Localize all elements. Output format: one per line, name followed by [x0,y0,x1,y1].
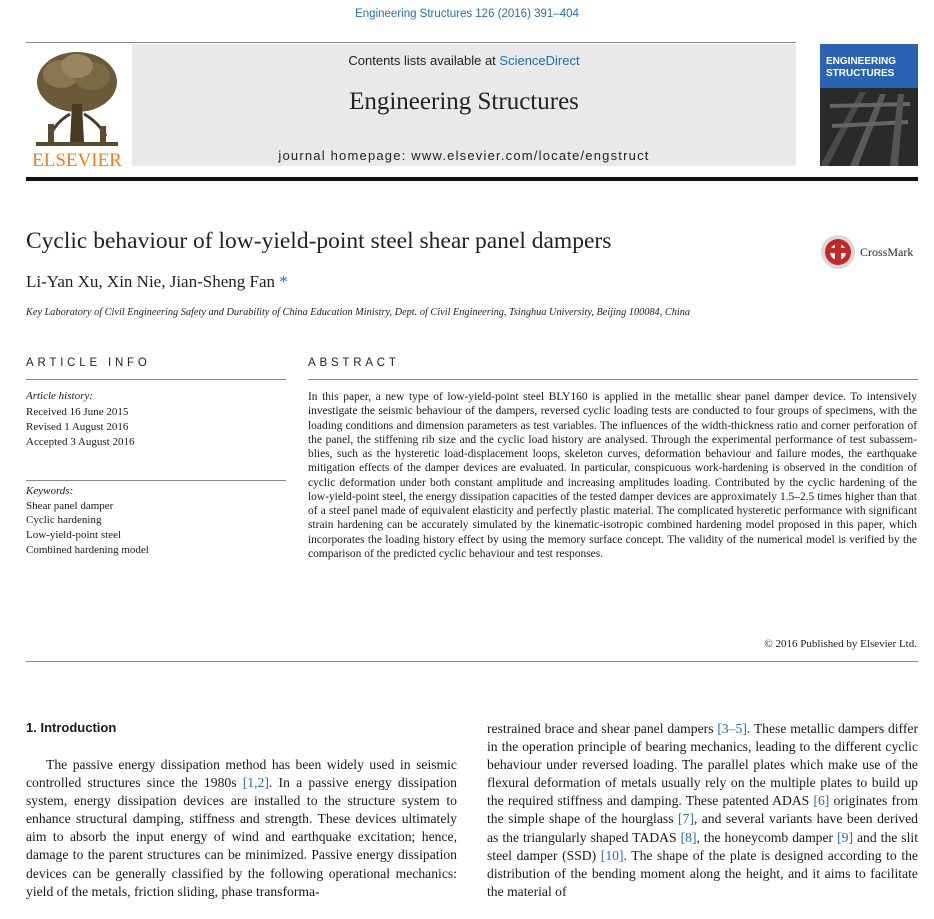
body-text: restrained brace and shear panel dampers [487,721,718,736]
citation-link[interactable]: [6] [813,793,830,809]
body-column-right [487,720,918,901]
body-text: . These metallic dampers differ in the operation principle of bearing mechanics, leading to the different cyclic behaviour under reversed loading. The parallel plates which make use of the flexural deformation of metals usually rely on the multiple plates to build up the required stiffness and damping. These patented ADAS [487,721,918,809]
crossmark-badge[interactable] [820,234,920,272]
accepted-date: Accepted 3 August 2016 [26,436,135,448]
paper-title: Cyclic behaviour of low-yield-point steel shear panel dampers [26,228,612,254]
journal-homepage[interactable]: journal homepage: www.elsevier.com/locate/engstruct [278,148,650,163]
body-text: , and several variants have been derived as the triangularly shaped TADAS [487,811,918,845]
keyword[interactable]: Shear panel damper [26,500,114,512]
abstract-body: In this paper, a new type of low-yield-point steel BLY160 is applied in the metallic shear panel damper device. To intensively investigate the seismic behaviour of the dampers, reversed cyclic loading tests are conducted to four groups of specimens, with the loading conditions and dimension parameters as test variables. The influences of the width-thickness ratio and corner perforation of the panel, the stiffening rib size and the cyclic load history are analysed. Through the experimental performance of test subassemblies, such as the hysteretic load-displacement loops, skeleton curves, deformation behaviour and failure modes, the earthquake mitigation effects of the damper devices are evaluated. In particular, conspicuous work-hardening is observed in the condition of cyclic deformation under both constant amplitude and increasing amplitudes loading. Contributed by the cyclic hardening of the low-yield-point steel, the energy dissipation capacities of the tested damper devices are approximately 1.5–2.5 times higher than that of a steel panel made of equivalent elasticity and perfectly plastic material. The complicated hysteretic performance with significant strain hardening can be accurately simulated by the kinematic-isotropic combined hardening model proposed in this paper, which incorporates the loading history effect by using the memory surface concept. The validity of the numerical model is verified by the comparison of the predicted cyclic behaviour and test responses. [308,391,917,560]
revised-date: Revised 1 August 2016 [26,421,129,433]
abstract-bottom-rule [26,661,918,662]
article-info-heading: ARTICLE INFO [26,357,151,369]
elsevier-tree-icon [26,44,128,170]
keyword[interactable]: Cyclic hardening [26,514,102,526]
crossmark-icon [820,234,856,270]
journal-cover-thumbnail[interactable] [820,44,918,166]
elsevier-logo[interactable] [26,44,128,170]
cover-title-line-2: STRUCTURES [826,68,895,79]
header-bottom-rule [26,177,918,181]
contents-line [132,53,796,68]
contents-prefix: Contents lists available at [348,53,500,68]
body-text: The passive energy dissipation method has been widely used in seismic controlled structures since the 1980s [26,757,457,791]
body-text: , the honeycomb damper [696,829,838,845]
cover-title-line-1: ENGINEERING [826,56,897,67]
copyright-line: © 2016 Published by Elsevier Ltd. [764,638,917,650]
body-text: . In a passive energy dissipation system, energy dissipation devices are installed to the structure system to enhance structural damping, stiffness and strength. These devices ultimately aim to absorb the input energy of wind and earthquake excitation; hence, damage to the parent structures can be minimized. Passive energy dissipation devices can be generally classified by the following operational mechanics: yield of the metals, friction sliding, phase transforma- [26,775,458,899]
elsevier-wordmark: ELSEVIER [32,150,122,170]
journal-citation[interactable]: Engineering Structures 126 (2016) 391–404 [355,8,579,20]
body-text: originates from the simple shape of the hourglass [487,793,918,827]
citation-link[interactable]: [7] [677,811,694,827]
citation-link[interactable]: [3–5] [717,721,747,736]
header-top-rule [26,42,796,43]
citation-link[interactable]: [9] [837,829,853,845]
journal-name: Engineering Structures [349,88,579,115]
abstract-rule [308,379,918,380]
body-text: and the slit steel damper (SSD) [487,829,918,863]
body-column-left [26,756,457,901]
sciencedirect-link[interactable]: ScienceDirect [499,53,580,68]
keywords-label: Keywords: [26,485,74,497]
citation-link[interactable]: [1,2] [242,775,269,791]
article-history-label: Article history: [26,390,93,402]
received-date: Received 16 June 2015 [26,406,129,418]
keyword[interactable]: Combined hardening model [26,544,149,556]
body-text: . The shape of the plate is designed according to the distribution of the bending moment along the height, and it aims to facilitate the material of [487,847,918,899]
section-heading-introduction: 1. Introduction [26,720,117,735]
keyword[interactable]: Low-yield-point steel [26,529,122,541]
citation-link[interactable]: [10] [600,847,624,863]
keywords-rule [26,480,286,481]
abstract-heading: ABSTRACT [308,357,400,369]
corresponding-author-mark[interactable]: * [279,272,288,291]
article-info-rule [26,379,286,380]
authors-names: Li-Yan Xu, Xin Nie, Jian-Sheng Fan [26,272,276,291]
citation-link[interactable]: [8] [680,829,697,845]
crossmark-label: CrossMark [860,245,914,259]
affiliation: Key Laboratory of Civil Engineering Safety and Durability of China Education Ministry, Dept. of Civil Engineering, Tsinghua University, Beijing 100084, China [26,307,691,318]
author-list [26,272,288,292]
